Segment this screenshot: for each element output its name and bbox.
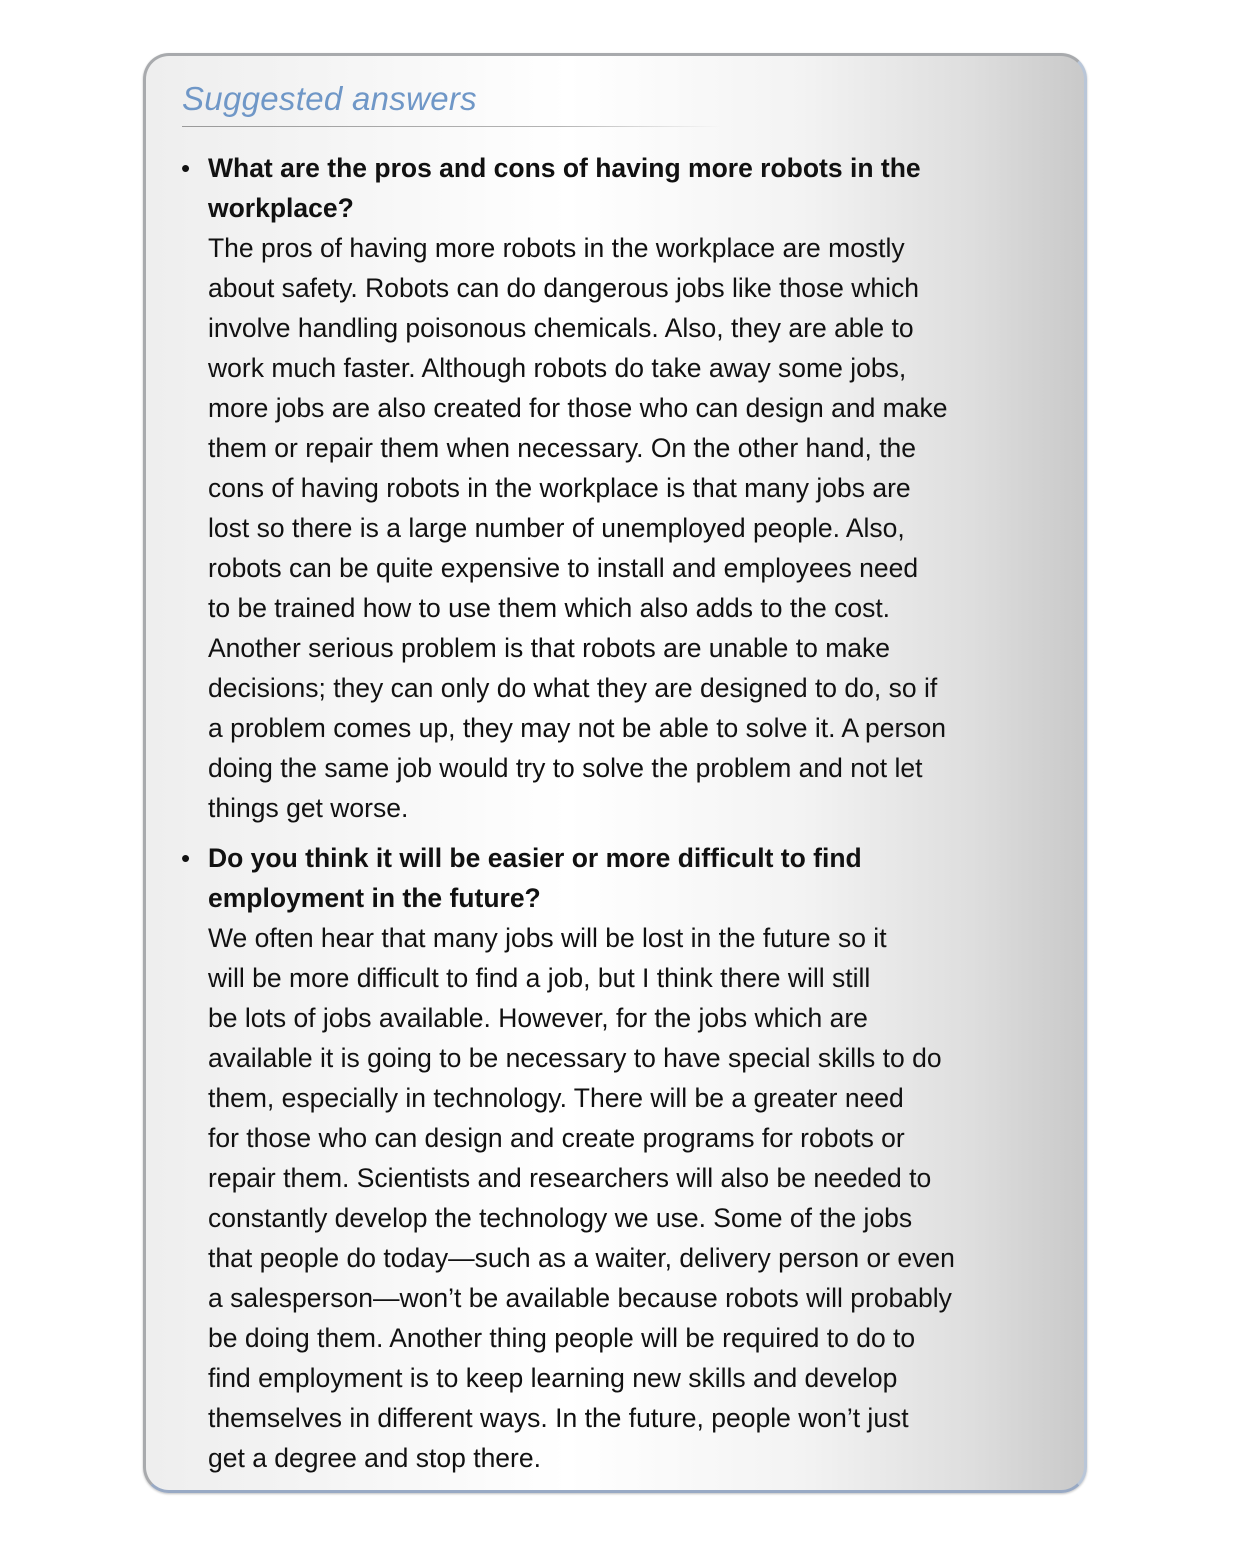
question-text: Do you think it will be easier or more difficult to find employment in the future? [208, 843, 862, 913]
qa-item-future-employment [181, 838, 1058, 1478]
suggested-answers-box [143, 53, 1087, 1493]
answer-text: We often hear that many jobs will be lost in the future so it will be more difficult to find a job, but I think there will still be lots of jobs available. However, for the jobs which are available it is going to be necessary to have special skills to do them, especially in technology. There will be a greater need for those who can design and create programs for robots or repair them. Scientists and researchers will also be needed to constantly develop the technology we use. Some of the jobs that people do today—such as a waiter, delivery person or even a salesperson—won’t be available because robots will probably be doing them. Another thing people will be required to do to find employment is to keep learning new skills and develop themselves in different ways. In the future, people won’t just get a degree and stop there. [208, 923, 955, 1473]
answer-text: The pros of having more robots in the workplace are mostly about safety. Robots can do dangerous jobs like those which involve handling poisonous chemicals. Also, they are able to work much faster. Although robots do take away some jobs, more jobs are also created for those who can design and make them or repair them when necessary. On the other hand, the cons of having robots in the workplace is that many jobs are lost so there is a large number of unemployed people. Also, robots can be quite expensive to install and employees need to be trained how to use them which also adds to the cost. Another serious problem is that robots are unable to make decisions; they can only do what they are designed to do, so if a problem comes up, they may not be able to solve it. A person doing the same job would try to solve the problem and not let things get worse. [208, 233, 948, 823]
bullet-icon: • [181, 843, 191, 873]
question-text: What are the pros and cons of having more robots in the workplace? [208, 153, 921, 223]
qa-item-robots-workplace [181, 148, 1058, 828]
title-underline [182, 126, 722, 127]
section-title: Suggested answers [182, 80, 477, 117]
bullet-icon: • [181, 153, 191, 183]
